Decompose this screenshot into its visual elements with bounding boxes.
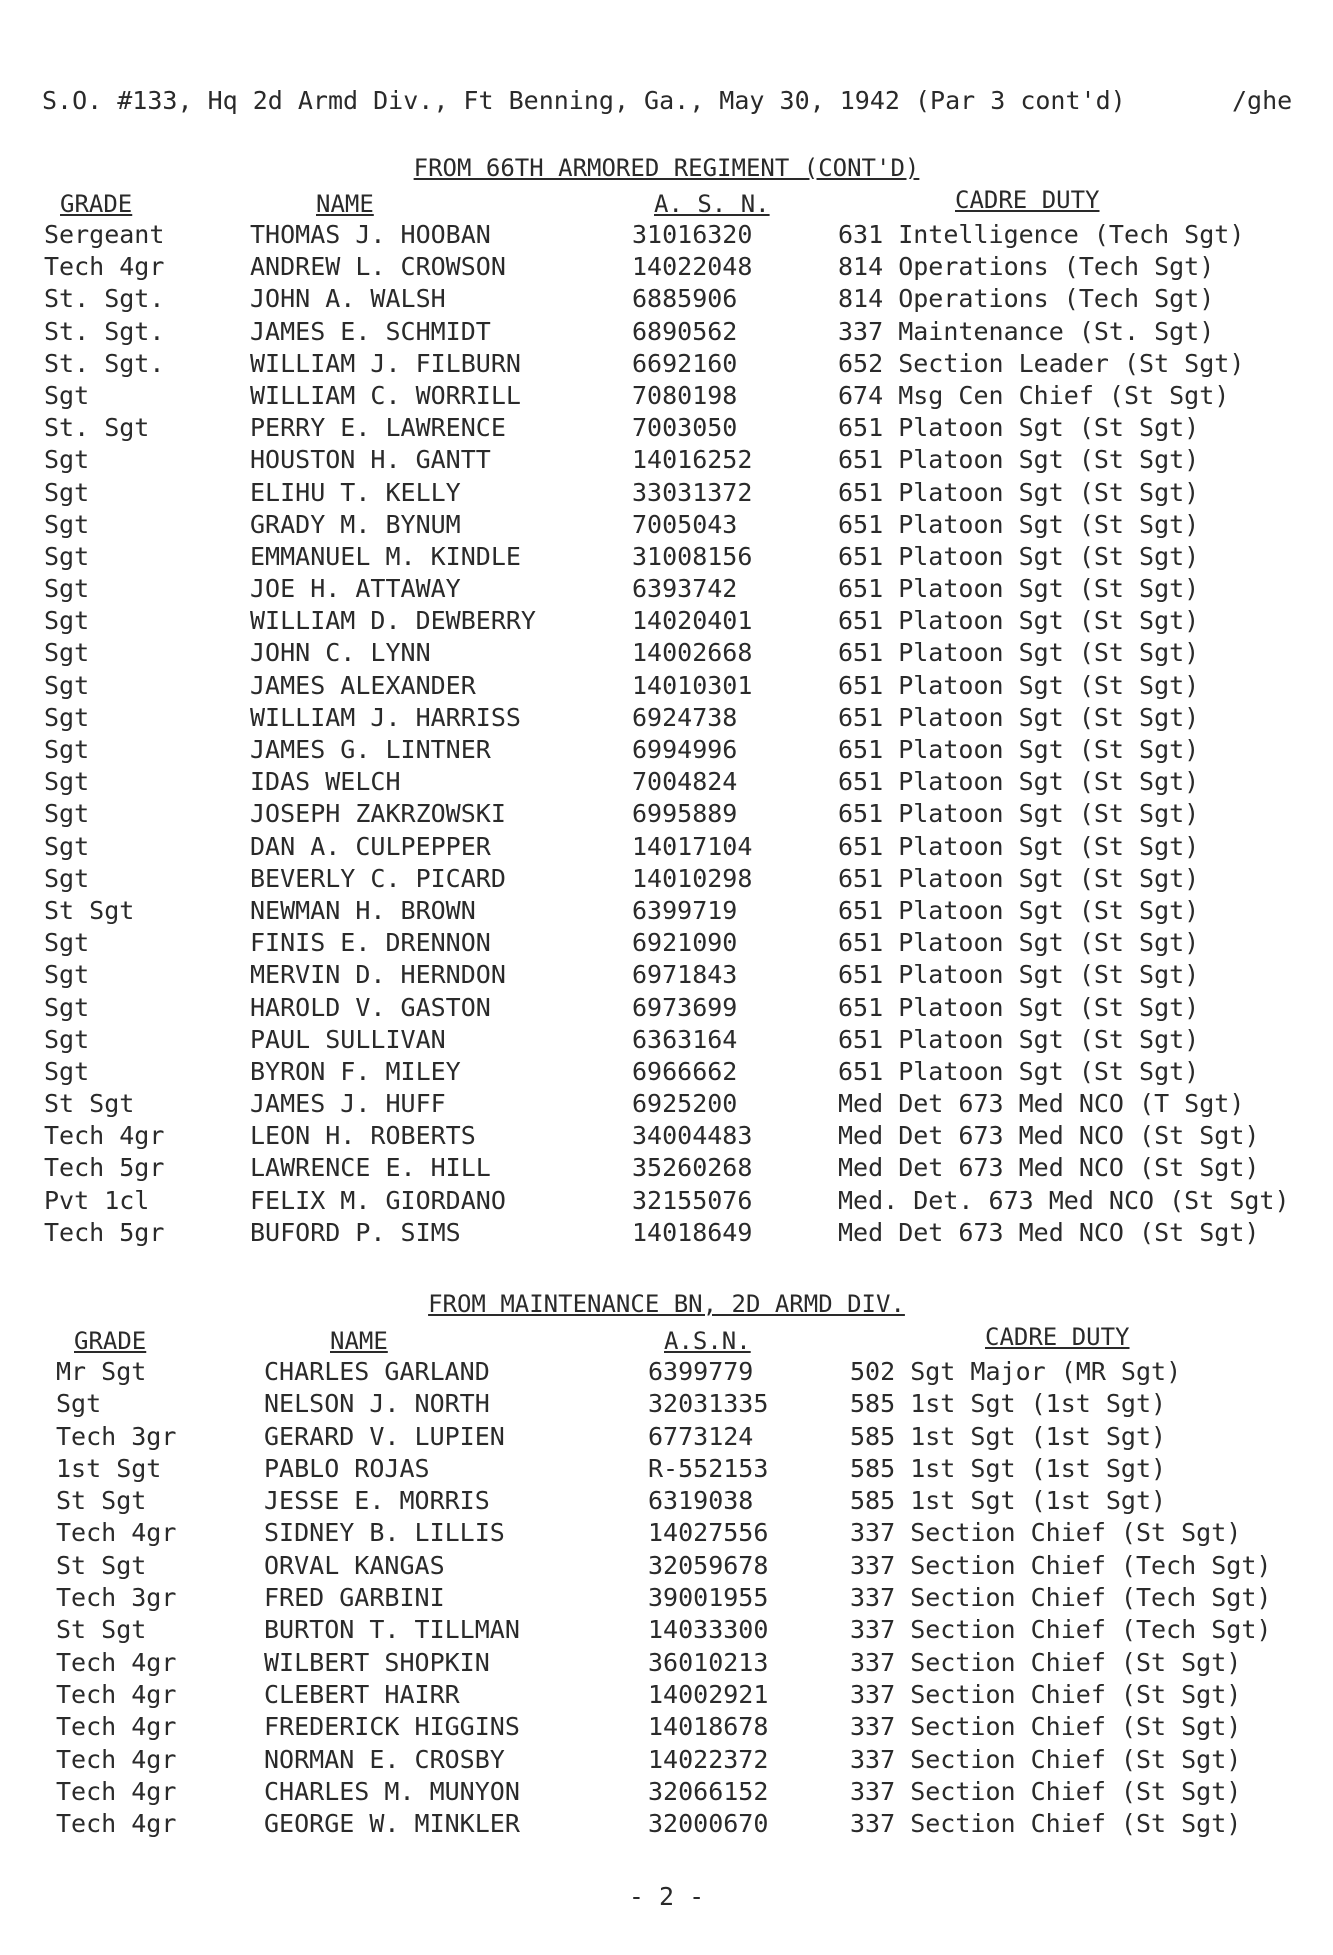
asn-cell: 7004824 xyxy=(632,767,738,797)
name-cell: CLEBERT HAIRR xyxy=(264,1679,460,1709)
grade-cell: Sgt xyxy=(44,541,90,571)
asn-cell: 32031335 xyxy=(648,1389,769,1419)
name-cell: DAN A. CULPEPPER xyxy=(250,831,491,861)
grade-cell: Tech 4gr xyxy=(44,252,165,282)
table-row xyxy=(0,1712,1333,1744)
cadre-duty-cell: 585 1st Sgt (1st Sgt) xyxy=(850,1453,1167,1483)
table-row xyxy=(0,542,1333,574)
name-cell: HOUSTON H. GANTT xyxy=(250,445,491,475)
grade-cell: St. Sgt xyxy=(44,413,150,443)
table-row xyxy=(0,1089,1333,1121)
asn-cell: 7080198 xyxy=(632,380,738,410)
cadre-duty-cell: 651 Platoon Sgt (St Sgt) xyxy=(838,799,1200,829)
asn-cell: 6393742 xyxy=(632,574,738,604)
cadre-duty-cell: 337 Section Chief (St Sgt) xyxy=(850,1647,1242,1677)
name-cell: CHARLES GARLAND xyxy=(264,1357,490,1386)
name-cell: NELSON J. NORTH xyxy=(264,1389,490,1419)
asn-cell: 14018649 xyxy=(632,1217,753,1247)
table-row xyxy=(0,284,1333,316)
name-cell: LEON H. ROBERTS xyxy=(250,1121,476,1151)
table-row xyxy=(0,1357,1333,1389)
table-row xyxy=(0,671,1333,703)
table-row xyxy=(0,606,1333,638)
cadre-duty-cell: 651 Platoon Sgt (St Sgt) xyxy=(838,574,1200,604)
name-cell: NORMAN E. CROSBY xyxy=(264,1744,505,1774)
cadre-duty-cell: 651 Platoon Sgt (St Sgt) xyxy=(838,445,1200,475)
grade-cell: 1st Sgt xyxy=(56,1453,162,1483)
asn-cell: 34004483 xyxy=(632,1121,753,1151)
grade-cell: Tech 4gr xyxy=(56,1518,177,1548)
column-header-grade: GRADE xyxy=(74,1327,147,1355)
section-title-maintenance-bn: FROM MAINTENANCE BN, 2D ARMD DIV. xyxy=(428,1290,905,1318)
table-row xyxy=(0,767,1333,799)
cadre-duty-cell: 337 Section Chief (St Sgt) xyxy=(850,1518,1242,1548)
name-cell: WILLIAM J. FILBURN xyxy=(250,348,521,378)
name-cell: PAUL SULLIVAN xyxy=(250,1024,446,1054)
name-cell: LAWRENCE E. HILL xyxy=(250,1153,491,1183)
cadre-duty-cell: 337 Section Chief (Tech Sgt) xyxy=(850,1550,1272,1580)
table-row xyxy=(0,317,1333,349)
roster-table-maintenance-bn xyxy=(0,1357,1333,1841)
grade-cell: Sgt xyxy=(56,1389,102,1419)
cadre-duty-cell: 651 Platoon Sgt (St Sgt) xyxy=(838,863,1200,893)
asn-cell: 6773124 xyxy=(648,1421,754,1451)
cadre-duty-cell: Med Det 673 Med NCO (T Sgt) xyxy=(838,1089,1245,1119)
cadre-duty-cell: 651 Platoon Sgt (St Sgt) xyxy=(838,606,1200,636)
cadre-duty-cell: 585 1st Sgt (1st Sgt) xyxy=(850,1421,1167,1451)
column-header-asn: A. S. N. xyxy=(654,190,770,218)
cadre-duty-cell: 651 Platoon Sgt (St Sgt) xyxy=(838,831,1200,861)
name-cell: JAMES E. SCHMIDT xyxy=(250,316,491,346)
name-cell: CHARLES M. MUNYON xyxy=(264,1776,520,1806)
grade-cell: Sgt xyxy=(44,992,90,1022)
table-row xyxy=(0,1422,1333,1454)
name-cell: JOSEPH ZAKRZOWSKI xyxy=(250,799,506,829)
table-row xyxy=(0,1745,1333,1777)
asn-cell: 32000670 xyxy=(648,1809,769,1839)
grade-cell: Tech 4gr xyxy=(56,1647,177,1677)
cadre-duty-cell: 651 Platoon Sgt (St Sgt) xyxy=(838,1024,1200,1054)
grade-cell: St Sgt xyxy=(44,1089,135,1119)
name-cell: GEORGE W. MINKLER xyxy=(264,1809,520,1839)
grade-cell: Tech 4gr xyxy=(56,1744,177,1774)
table-row xyxy=(0,478,1333,510)
grade-cell: St Sgt xyxy=(56,1486,147,1516)
cadre-duty-cell: 651 Platoon Sgt (St Sgt) xyxy=(838,928,1200,958)
cadre-duty-cell: 337 Section Chief (Tech Sgt) xyxy=(850,1615,1272,1645)
grade-cell: Tech 4gr xyxy=(56,1809,177,1839)
grade-cell: Sgt xyxy=(44,702,90,732)
table-row xyxy=(0,1518,1333,1550)
asn-cell: 6966662 xyxy=(632,1056,738,1086)
table-row xyxy=(0,1121,1333,1153)
asn-cell: 6925200 xyxy=(632,1089,738,1119)
asn-cell: 6399719 xyxy=(632,895,738,925)
grade-cell: Sgt xyxy=(44,767,90,797)
grade-cell: St Sgt xyxy=(56,1550,147,1580)
name-cell: ELIHU T. KELLY xyxy=(250,477,461,507)
asn-cell: 14018678 xyxy=(648,1712,769,1742)
name-cell: FINIS E. DRENNON xyxy=(250,928,491,958)
table-row xyxy=(0,1809,1333,1841)
grade-cell: Sgt xyxy=(44,574,90,604)
asn-cell: 14022048 xyxy=(632,252,753,282)
section-title-66th-armored: FROM 66TH ARMORED REGIMENT (CONT'D) xyxy=(413,154,920,182)
table-row xyxy=(0,1648,1333,1680)
cadre-duty-cell: 502 Sgt Major (MR Sgt) xyxy=(850,1357,1182,1386)
asn-cell: 14002921 xyxy=(648,1679,769,1709)
asn-cell: 6399779 xyxy=(648,1357,754,1386)
typist-initials: /ghe xyxy=(1232,86,1293,115)
name-cell: BEVERLY C. PICARD xyxy=(250,863,506,893)
asn-cell: R-552153 xyxy=(648,1453,769,1483)
name-cell: BURTON T. TILLMAN xyxy=(264,1615,520,1645)
name-cell: NEWMAN H. BROWN xyxy=(250,895,476,925)
grade-cell: Tech 4gr xyxy=(44,1121,165,1151)
asn-cell: 32059678 xyxy=(648,1550,769,1580)
grade-cell: Tech 5gr xyxy=(44,1153,165,1183)
column-header-cadre-duty: CADRE DUTY xyxy=(955,186,1100,214)
name-cell: FELIX M. GIORDANO xyxy=(250,1185,506,1215)
column-header-name: NAME xyxy=(330,1327,388,1355)
asn-cell: 14016252 xyxy=(632,445,753,475)
cadre-duty-cell: 631 Intelligence (Tech Sgt) xyxy=(838,220,1245,249)
cadre-duty-cell: 337 Maintenance (St. Sgt) xyxy=(838,316,1215,346)
cadre-duty-cell: 585 1st Sgt (1st Sgt) xyxy=(850,1389,1167,1419)
asn-cell: 6921090 xyxy=(632,928,738,958)
table-row xyxy=(0,1615,1333,1647)
asn-cell: 14022372 xyxy=(648,1744,769,1774)
cadre-duty-cell: 337 Section Chief (Tech Sgt) xyxy=(850,1583,1272,1613)
name-cell: GERARD V. LUPIEN xyxy=(264,1421,505,1451)
table-row xyxy=(0,1777,1333,1809)
cadre-duty-cell: 651 Platoon Sgt (St Sgt) xyxy=(838,735,1200,764)
name-cell: MERVIN D. HERNDON xyxy=(250,960,506,990)
column-header-name: NAME xyxy=(316,190,374,218)
table-row xyxy=(0,252,1333,284)
name-cell: IDAS WELCH xyxy=(250,767,401,797)
name-cell: BYRON F. MILEY xyxy=(250,1056,461,1086)
table-row xyxy=(0,1454,1333,1486)
grade-cell: Tech 3gr xyxy=(56,1421,177,1451)
name-cell: JOE H. ATTAWAY xyxy=(250,574,461,604)
name-cell: WILLIAM C. WORRILL xyxy=(250,380,521,410)
cadre-duty-cell: 651 Platoon Sgt (St Sgt) xyxy=(838,541,1200,571)
cadre-duty-cell: Med Det 673 Med NCO (St Sgt) xyxy=(838,1153,1260,1183)
asn-cell: 14020401 xyxy=(632,606,753,636)
asn-cell: 39001955 xyxy=(648,1583,769,1613)
table-row xyxy=(0,896,1333,928)
name-cell: JESSE E. MORRIS xyxy=(264,1486,490,1516)
grade-cell: Sgt xyxy=(44,638,90,668)
table-row xyxy=(0,220,1333,252)
asn-cell: 6319038 xyxy=(648,1486,754,1516)
name-cell: WILLIAM D. DEWBERRY xyxy=(250,606,536,636)
asn-cell: 6971843 xyxy=(632,960,738,990)
cadre-duty-cell: 814 Operations (Tech Sgt) xyxy=(838,284,1215,314)
asn-cell: 6363164 xyxy=(632,1024,738,1054)
asn-cell: 31016320 xyxy=(632,220,753,249)
grade-cell: Sgt xyxy=(44,1024,90,1054)
table-row xyxy=(0,638,1333,670)
name-cell: HAROLD V. GASTON xyxy=(250,992,491,1022)
table-row xyxy=(0,1186,1333,1218)
name-cell: SIDNEY B. LILLIS xyxy=(264,1518,505,1548)
cadre-duty-cell: 651 Platoon Sgt (St Sgt) xyxy=(838,413,1200,443)
cadre-duty-cell: Med Det 673 Med NCO (St Sgt) xyxy=(838,1217,1260,1247)
cadre-duty-cell: 337 Section Chief (St Sgt) xyxy=(850,1679,1242,1709)
asn-cell: 36010213 xyxy=(648,1647,769,1677)
cadre-duty-cell: 651 Platoon Sgt (St Sgt) xyxy=(838,670,1200,700)
grade-cell: Sgt xyxy=(44,509,90,539)
grade-cell: Sgt xyxy=(44,831,90,861)
name-cell: JOHN A. WALSH xyxy=(250,284,446,314)
grade-cell: Pvt 1cl xyxy=(44,1185,150,1215)
cadre-duty-cell: 674 Msg Cen Chief (St Sgt) xyxy=(838,380,1230,410)
cadre-duty-cell: 337 Section Chief (St Sgt) xyxy=(850,1712,1242,1742)
cadre-duty-cell: 651 Platoon Sgt (St Sgt) xyxy=(838,767,1200,797)
table-row xyxy=(0,799,1333,831)
grade-cell: Tech 4gr xyxy=(56,1776,177,1806)
roster-table-66th-armored xyxy=(0,220,1333,1250)
cadre-duty-cell: 337 Section Chief (St Sgt) xyxy=(850,1809,1242,1839)
cadre-duty-cell: 814 Operations (Tech Sgt) xyxy=(838,252,1215,282)
document-header xyxy=(42,86,1302,115)
asn-cell: 6885906 xyxy=(632,284,738,314)
name-cell: ANDREW L. CROWSON xyxy=(250,252,506,282)
table-row xyxy=(0,445,1333,477)
table-row xyxy=(0,1486,1333,1518)
name-cell: EMMANUEL M. KINDLE xyxy=(250,541,521,571)
name-cell: WILBERT SHOPKIN xyxy=(264,1647,490,1677)
asn-cell: 7003050 xyxy=(632,413,738,443)
table-row xyxy=(0,1153,1333,1185)
asn-cell: 6924738 xyxy=(632,702,738,732)
asn-cell: 6692160 xyxy=(632,348,738,378)
asn-cell: 14010298 xyxy=(632,863,753,893)
grade-cell: Sgt xyxy=(44,606,90,636)
grade-cell: Sgt xyxy=(44,960,90,990)
table-row xyxy=(0,574,1333,606)
grade-cell: Sgt xyxy=(44,735,90,764)
cadre-duty-cell: Med. Det. 673 Med NCO (St Sgt) xyxy=(838,1185,1290,1215)
cadre-duty-cell: 337 Section Chief (St Sgt) xyxy=(850,1776,1242,1806)
asn-cell: 6973699 xyxy=(632,992,738,1022)
name-cell: JAMES ALEXANDER xyxy=(250,670,476,700)
asn-cell: 14010301 xyxy=(632,670,753,700)
asn-cell: 33031372 xyxy=(632,477,753,507)
page-number: - 2 - xyxy=(628,1882,705,1911)
table-row xyxy=(0,1583,1333,1615)
grade-cell: Sgt xyxy=(44,380,90,410)
asn-cell: 14002668 xyxy=(632,638,753,668)
name-cell: PABLO ROJAS xyxy=(264,1453,430,1483)
grade-cell: Tech 4gr xyxy=(56,1679,177,1709)
asn-cell: 32066152 xyxy=(648,1776,769,1806)
grade-cell: St Sgt xyxy=(56,1615,147,1645)
name-cell: ORVAL KANGAS xyxy=(264,1550,445,1580)
asn-cell: 6995889 xyxy=(632,799,738,829)
grade-cell: Tech 5gr xyxy=(44,1217,165,1247)
asn-cell: 14017104 xyxy=(632,831,753,861)
table-row xyxy=(0,993,1333,1025)
asn-cell: 31008156 xyxy=(632,541,753,571)
name-cell: BUFORD P. SIMS xyxy=(250,1217,461,1247)
table-row xyxy=(0,703,1333,735)
cadre-duty-cell: 651 Platoon Sgt (St Sgt) xyxy=(838,1056,1200,1086)
grade-cell: Mr Sgt xyxy=(56,1357,147,1386)
name-cell: WILLIAM J. HARRISS xyxy=(250,702,521,732)
cadre-duty-cell: 651 Platoon Sgt (St Sgt) xyxy=(838,638,1200,668)
column-header-cadre-duty: CADRE DUTY xyxy=(985,1323,1130,1351)
grade-cell: Sgt xyxy=(44,445,90,475)
grade-cell: St. Sgt. xyxy=(44,284,165,314)
asn-cell: 6994996 xyxy=(632,735,738,764)
grade-cell: Sgt xyxy=(44,477,90,507)
table-row xyxy=(0,349,1333,381)
name-cell: THOMAS J. HOOBAN xyxy=(250,220,491,249)
asn-cell: 6890562 xyxy=(632,316,738,346)
table-row xyxy=(0,864,1333,896)
cadre-duty-cell: Med Det 673 Med NCO (St Sgt) xyxy=(838,1121,1260,1151)
grade-cell: St. Sgt. xyxy=(44,348,165,378)
asn-cell: 7005043 xyxy=(632,509,738,539)
table-row xyxy=(0,1389,1333,1421)
grade-cell: Tech 4gr xyxy=(56,1712,177,1742)
grade-cell: Sgt xyxy=(44,799,90,829)
grade-cell: Sergeant xyxy=(44,220,165,249)
name-cell: GRADY M. BYNUM xyxy=(250,509,461,539)
cadre-duty-cell: 652 Section Leader (St Sgt) xyxy=(838,348,1245,378)
table-row xyxy=(0,1218,1333,1250)
table-row xyxy=(0,1551,1333,1583)
name-cell: JOHN C. LYNN xyxy=(250,638,431,668)
name-cell: JAMES J. HUFF xyxy=(250,1089,446,1119)
name-cell: FRED GARBINI xyxy=(264,1583,445,1613)
column-header-grade: GRADE xyxy=(60,190,133,218)
cadre-duty-cell: 651 Platoon Sgt (St Sgt) xyxy=(838,477,1200,507)
name-cell: JAMES G. LINTNER xyxy=(250,735,491,764)
grade-cell: St. Sgt. xyxy=(44,316,165,346)
table-row xyxy=(0,413,1333,445)
column-header-asn: A.S.N. xyxy=(664,1327,751,1355)
grade-cell: Sgt xyxy=(44,670,90,700)
name-cell: PERRY E. LAWRENCE xyxy=(250,413,506,443)
table-row xyxy=(0,381,1333,413)
header-line: S.O. #133, Hq 2d Armd Div., Ft Benning, Ga., May 30, 1942 (Par 3 cont'd) xyxy=(42,86,1126,115)
cadre-duty-cell: 337 Section Chief (St Sgt) xyxy=(850,1744,1242,1774)
table-row xyxy=(0,960,1333,992)
asn-cell: 14027556 xyxy=(648,1518,769,1548)
table-row xyxy=(0,510,1333,542)
cadre-duty-cell: 651 Platoon Sgt (St Sgt) xyxy=(838,702,1200,732)
table-row xyxy=(0,832,1333,864)
table-row xyxy=(0,1025,1333,1057)
cadre-duty-cell: 651 Platoon Sgt (St Sgt) xyxy=(838,895,1200,925)
name-cell: FREDERICK HIGGINS xyxy=(264,1712,520,1742)
grade-cell: Tech 3gr xyxy=(56,1583,177,1613)
grade-cell: Sgt xyxy=(44,928,90,958)
asn-cell: 32155076 xyxy=(632,1185,753,1215)
cadre-duty-cell: 651 Platoon Sgt (St Sgt) xyxy=(838,992,1200,1022)
grade-cell: Sgt xyxy=(44,1056,90,1086)
asn-cell: 14033300 xyxy=(648,1615,769,1645)
cadre-duty-cell: 651 Platoon Sgt (St Sgt) xyxy=(838,960,1200,990)
table-row xyxy=(0,928,1333,960)
table-row xyxy=(0,735,1333,767)
grade-cell: St Sgt xyxy=(44,895,135,925)
asn-cell: 35260268 xyxy=(632,1153,753,1183)
cadre-duty-cell: 651 Platoon Sgt (St Sgt) xyxy=(838,509,1200,539)
table-row xyxy=(0,1057,1333,1089)
grade-cell: Sgt xyxy=(44,863,90,893)
cadre-duty-cell: 585 1st Sgt (1st Sgt) xyxy=(850,1486,1167,1516)
table-row xyxy=(0,1680,1333,1712)
